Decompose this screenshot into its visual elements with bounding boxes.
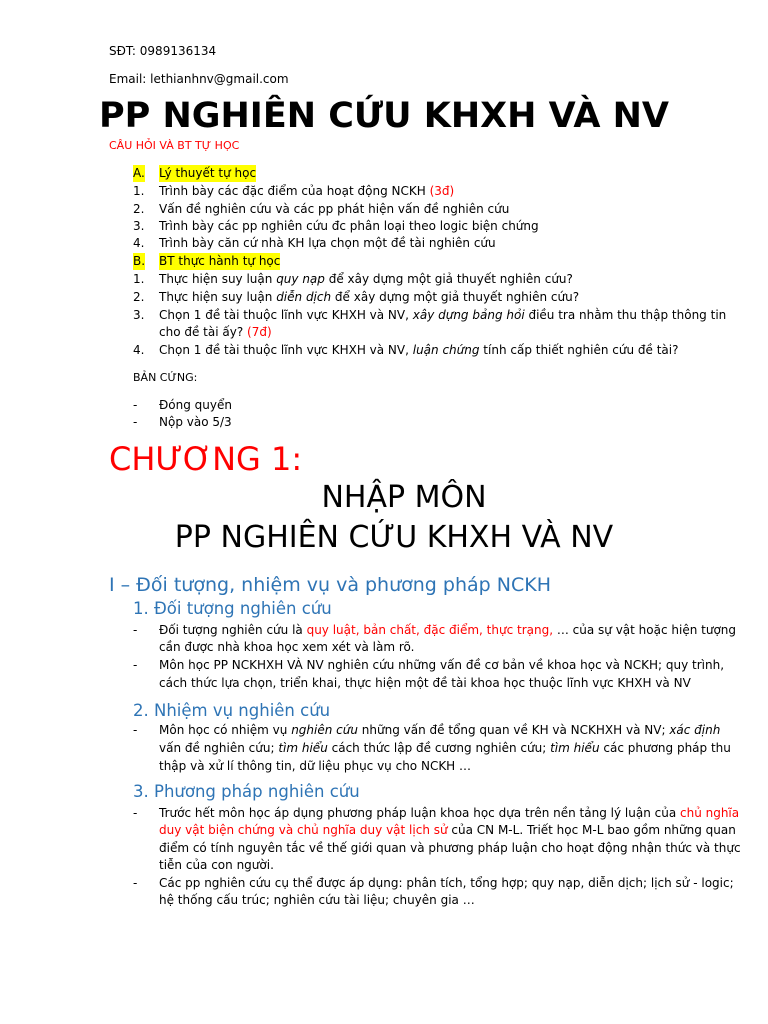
list-text: cho đề tài ấy? (7đ) bbox=[159, 325, 272, 339]
list-text: Trình bày căn cứ nhà KH lựa chọn một đề tài nghiên cứu bbox=[159, 236, 496, 250]
list-text: Các pp nghiên cứu cụ thể được áp dụng: phân tích, tổng hợp; quy nạp, diễn dịch; lịch sử - logic; bbox=[159, 876, 734, 890]
subsection-heading: 3. Phương pháp nghiên cứu bbox=[133, 782, 360, 801]
subsection-heading: 1. Đối tượng nghiên cứu bbox=[133, 599, 332, 618]
section-b-label: BT thực hành tự học bbox=[159, 254, 281, 268]
list-number: 3. bbox=[133, 308, 145, 322]
list-text: Môn học có nhiệm vụ nghiên cứu những vấn đề tổng quan về KH và NCKHXH và NV; xác định bbox=[159, 723, 721, 737]
doc-title: PP NGHIÊN CỨU KHXH VÀ NV bbox=[99, 96, 669, 136]
bullet: - bbox=[133, 658, 138, 672]
chapter-label: CHƯƠNG 1: bbox=[109, 440, 303, 478]
phone-line: SĐT: 0989136134 bbox=[109, 44, 217, 58]
list-text: hệ thống cấu trúc; nghiên cứu tài liệu; chuyên gia … bbox=[159, 893, 475, 907]
chapter-title-1: NHẬP MÔN bbox=[321, 480, 487, 515]
ban-cung-label: BẢN CỨNG: bbox=[133, 371, 198, 384]
subtitle: CÂU HỎI VÀ BT TỰ HỌC bbox=[109, 139, 240, 152]
list-number: 1. bbox=[133, 272, 145, 286]
list-text: duy vật biện chứng và chủ nghĩa duy vật lịch sử của CN M-L. Triết học M-L bao gồm những quan bbox=[159, 823, 736, 837]
chapter-title-2: PP NGHIÊN CỨU KHXH VÀ NV bbox=[174, 520, 614, 555]
part-heading: I – Đối tượng, nhiệm vụ và phương pháp NCKH bbox=[109, 574, 551, 596]
list-text: Vấn đề nghiên cứu và các pp phát hiện vấn đề nghiên cứu bbox=[159, 202, 510, 216]
list-text: Môn học PP NCKHXH VÀ NV nghiên cứu những vấn đề cơ bản về khoa học và NCKH; quy trình, bbox=[159, 658, 725, 672]
list-text: cách thức lựa chọn, triển khai, thực hiện một đề tài khoa học thuộc lĩnh vực KHXH và NV bbox=[159, 676, 691, 690]
list-text: thập và xử lí thông tin, dữ liệu phục vụ cho NCKH … bbox=[159, 759, 472, 773]
list-number: 2. bbox=[133, 202, 145, 216]
bullet: - bbox=[133, 398, 138, 412]
list-number: 1. bbox=[133, 184, 145, 198]
list-text: điểm có tính nguyên tắc về thế giới quan và phương pháp luận cho hoạt động nhận thức và thực bbox=[159, 841, 741, 855]
list-number: 4. bbox=[133, 343, 145, 357]
bullet: - bbox=[133, 723, 138, 737]
section-a-marker: A. bbox=[133, 166, 145, 180]
points-note: (3đ) bbox=[429, 184, 455, 198]
list-text: Nộp vào 5/3 bbox=[159, 415, 232, 429]
list-text: Thực hiện suy luận diễn dịch để xây dựng một giả thuyết nghiên cứu? bbox=[159, 290, 580, 304]
bullet: - bbox=[133, 415, 138, 429]
list-number: 3. bbox=[133, 219, 145, 233]
list-text: Chọn 1 đề tài thuộc lĩnh vực KHXH và NV, xây dựng bảng hỏi điều tra nhằm thu thập thông tin bbox=[159, 308, 727, 322]
list-text: Thực hiện suy luận quy nạp để xây dựng một giả thuyết nghiên cứu? bbox=[159, 272, 573, 286]
list-text: Trình bày các pp nghiên cứu đc phân loại theo logic biện chứng bbox=[159, 219, 539, 233]
bullet: - bbox=[133, 623, 138, 637]
list-text: Chọn 1 đề tài thuộc lĩnh vực KHXH và NV, luận chứng tính cấp thiết nghiên cứu đề tài? bbox=[159, 343, 679, 357]
list-text: Đóng quyển bbox=[159, 398, 232, 412]
list-text: Đối tượng nghiên cứu là quy luật, bản chất, đặc điểm, thực trạng, … của sự vật hoặc hiện tượng bbox=[159, 623, 737, 637]
subsection-heading: 2. Nhiệm vụ nghiên cứu bbox=[133, 701, 331, 720]
list-number: 2. bbox=[133, 290, 145, 304]
email-line: Email: lethianhnv@gmail.com bbox=[109, 72, 289, 86]
bullet: - bbox=[133, 876, 138, 890]
list-text: tiễn của con người. bbox=[159, 858, 274, 872]
section-b-marker: B. bbox=[133, 254, 146, 268]
list-number: 4. bbox=[133, 236, 145, 250]
section-a-label: Lý thuyết tự học bbox=[159, 166, 257, 180]
list-text: Trình bày các đặc điểm của hoạt động NCKH (3đ) bbox=[159, 184, 455, 198]
bullet: - bbox=[133, 806, 138, 820]
list-text: cần được nhà khoa học xem xét và làm rõ. bbox=[159, 640, 415, 654]
list-text: Trước hết môn học áp dụng phương pháp luận khoa học dựa trên nền tảng lý luận của chủ nghĩa bbox=[159, 806, 740, 820]
list-text: vấn đề nghiên cứu; tìm hiểu cách thức lập đề cương nghiên cứu; tìm hiểu các phương pháp thu bbox=[159, 741, 731, 755]
points-note: (7đ) bbox=[247, 325, 272, 339]
